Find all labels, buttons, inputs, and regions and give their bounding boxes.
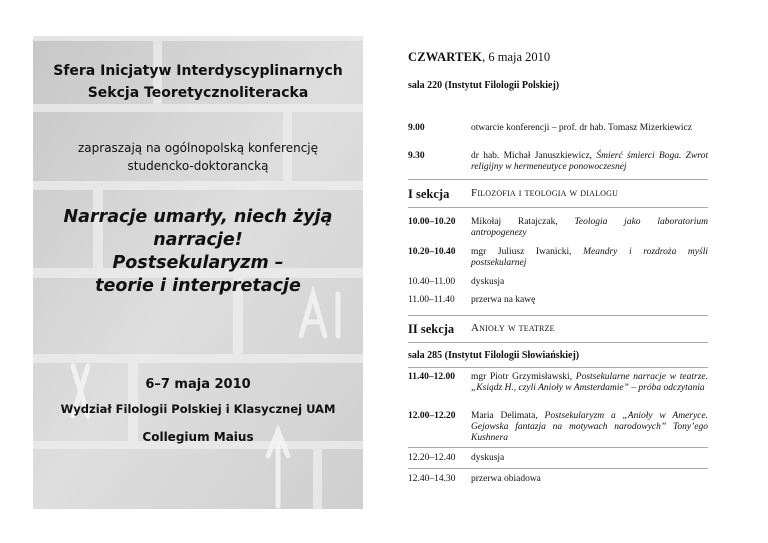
title-line: teorie i interpretacje (95, 276, 301, 296)
item-text: przerwa obiadowa (471, 474, 541, 484)
talk-title: Postsekularyzm a „Anioły w Ameryce. Gejowska fantazja na motywach narodowych” Tony’ego Kushnera (471, 411, 708, 443)
item-text (471, 411, 708, 444)
room-label: sala 285 (Instytut Filologii Słowiańskiej) (408, 350, 580, 361)
divider (408, 342, 708, 343)
divider (408, 367, 708, 368)
speaker: Mikołaj Ratajczak, (471, 217, 575, 227)
time: 10.40–11.00 (408, 277, 456, 287)
speaker: mgr Piotr Grzymisławski, (471, 372, 576, 382)
day-heading (408, 50, 550, 65)
invitation-line: zapraszają na ogólnopolską konferencję (77, 141, 319, 155)
speaker: Maria Delimata, (471, 411, 545, 421)
divider (408, 447, 708, 448)
speaker: dr hab. Michał Januszkiewicz, (471, 151, 597, 161)
item-text (471, 151, 708, 173)
time: 9.30 (408, 151, 425, 161)
section-heading (408, 322, 708, 337)
conference-title (33, 206, 363, 298)
divider (408, 179, 708, 180)
section-title: Filozofia i teologia w dialogu (471, 187, 619, 199)
talk-title: Postsekularne narracje w teatrze. „Ksiądz H., czyli Anioły w Amsterdamie” – próba odczytania (471, 372, 708, 393)
section-title: Anioły w teatrze (471, 322, 555, 334)
organizer-section: Sekcja Teoretycznoliteracka (87, 85, 309, 101)
time: 9.00 (408, 123, 425, 133)
time: 10.20–10.40 (408, 247, 456, 257)
room-label: sala 220 (Instytut Filologii Polskiej) (408, 80, 560, 91)
time: 12.20–12.40 (408, 453, 456, 463)
time: 12.00–12.20 (408, 411, 456, 421)
talk-title: Meandry i rozdroża myśli postsekularnej (471, 247, 708, 268)
item-text: otwarcie konferencji – prof. dr hab. Tomasz Mizerkiewicz (471, 123, 693, 133)
item-text: dyskusja (471, 453, 505, 463)
time: 11.00–11.40 (408, 295, 455, 305)
day-label: CZWARTEK (408, 50, 483, 64)
divider (408, 207, 708, 208)
title-line: Postsekularyzm – (112, 253, 284, 273)
venue-name: Collegium Maius (142, 430, 254, 444)
day-date: , 6 maja 2010 (482, 50, 551, 64)
department-name: Wydział Filologii Polskiej i Klasycznej UAM (60, 402, 336, 416)
divider (408, 468, 708, 469)
organizer-name: Sfera Inicjatyw Interdyscyplinarnych (53, 63, 343, 79)
time: 11.40–12.00 (408, 372, 455, 382)
section-label: I sekcja (408, 187, 450, 201)
talk-title: Teologia jako laboratorium antropogenezy (471, 217, 708, 238)
divider (408, 315, 708, 316)
item-text (471, 247, 708, 269)
section-heading (408, 187, 708, 202)
conference-date: 6–7 maja 2010 (145, 377, 251, 392)
invitation-line: studencko-doktorancką (127, 159, 269, 173)
title-line: narracje! (153, 230, 243, 250)
section-label: II sekcja (408, 322, 455, 336)
speaker: mgr Juliusz Iwanicki, (471, 247, 584, 257)
cover-panel (33, 36, 363, 509)
talk-title: Śmierć śmierci Boga. Zwrot religijny w hermeneutyce ponowoczesnej (471, 151, 709, 172)
item-text: przerwa na kawę (471, 295, 536, 305)
time: 12.40–14.30 (408, 474, 456, 484)
title-line: Narracje umarły, niech żyją (63, 207, 333, 227)
item-text: dyskusja (471, 277, 505, 287)
item-text (471, 217, 708, 239)
time: 10.00–10.20 (408, 217, 456, 227)
item-text (471, 372, 708, 394)
